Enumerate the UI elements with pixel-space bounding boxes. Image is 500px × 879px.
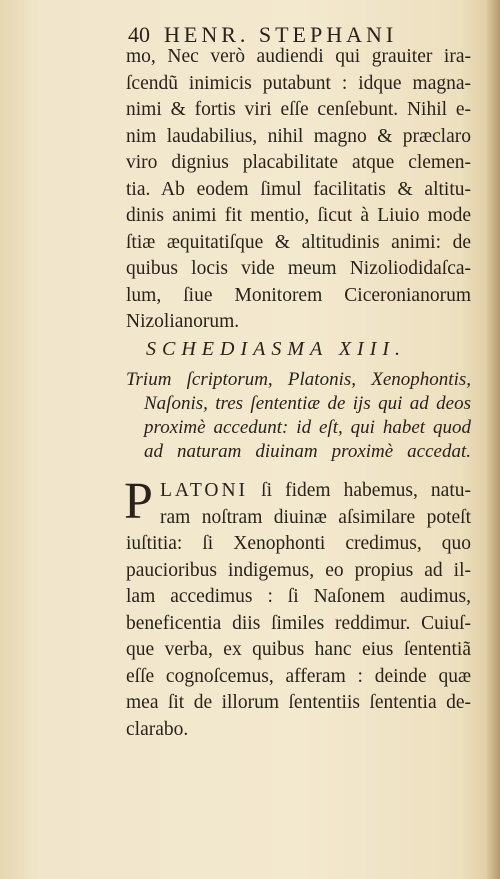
- section-subtitle: [126, 368, 471, 464]
- drop-cap: P: [124, 473, 153, 530]
- text-line: eſſe cognoſcemus, afferam : deinde quæ: [126, 665, 471, 687]
- text-line: iuſtitia: ſi Xenophonti credimus, quo: [126, 533, 471, 554]
- text-line: lum, ſiue Monitorem Ciceronianorum: [126, 284, 471, 306]
- text-line: viro dignius placabilitate atque clemen-: [126, 152, 471, 173]
- paragraph-2: [124, 473, 471, 743]
- subtitle-line: ad naturam diuinam proximè accedat.: [144, 441, 471, 462]
- text-line: paucioribus indigemus, eo propius ad il-: [126, 559, 471, 581]
- text-line: tia. Ab eodem ſimul facilitatis & altitu-: [126, 178, 471, 200]
- subtitle-line: Naſonis, tres ſententiæ de ijs qui ad deos: [144, 393, 471, 414]
- text-line: mea ſit de illorum ſententiis ſententia de-: [126, 692, 471, 713]
- running-title: HENR. STEPHANI: [164, 22, 398, 47]
- first-word-caps: LATONI: [160, 480, 249, 501]
- first-line-rest: ſi fidem habemus, natu-: [248, 480, 471, 501]
- text-line: lam accedimus : ſi Naſonem audimus,: [126, 586, 471, 607]
- section-title: SCHEDIASMA XIII.: [146, 338, 407, 360]
- text-line: beneficentia diis ſimiles reddimur. Cuiuſ-: [126, 612, 471, 634]
- text-line: Nizolianorum.: [126, 311, 240, 332]
- text-line: quibus locis vide meum Nizoliodidaſca-: [126, 258, 471, 279]
- page-number: 40: [128, 22, 150, 47]
- subtitle-line: proximè accedunt: id eſt, qui habet quod: [144, 417, 471, 438]
- subtitle-line: Trium ſcriptorum, Platonis, Xenophontis,: [126, 369, 471, 390]
- text-line: ſtiæ æquitatiſque & altitudinis animi: de: [126, 231, 471, 253]
- text-line-first: [126, 478, 471, 505]
- text-line: clarabo.: [126, 718, 189, 740]
- text-line: mo, Nec verò audiendi qui grauiter ira-: [126, 46, 471, 67]
- text-line: dinis animi fit mentio, ſicut à Liuio mode: [126, 205, 471, 226]
- text-line: nimi & fortis viri eſſe cenſebunt. Nihil e-: [126, 99, 471, 120]
- text-line: ram noſtram diuinæ aſsimilare poteſt: [160, 506, 471, 528]
- text-line: que verba, ex quibus hanc eius ſententiã: [126, 639, 471, 660]
- paragraph-1: [126, 44, 471, 336]
- text-line: nim laudabilius, nihil magno & præclaro: [126, 125, 471, 147]
- page-edge-shadow: [486, 0, 500, 879]
- text-line: ſcendũ inimicis putabunt : idque magna-: [126, 72, 471, 94]
